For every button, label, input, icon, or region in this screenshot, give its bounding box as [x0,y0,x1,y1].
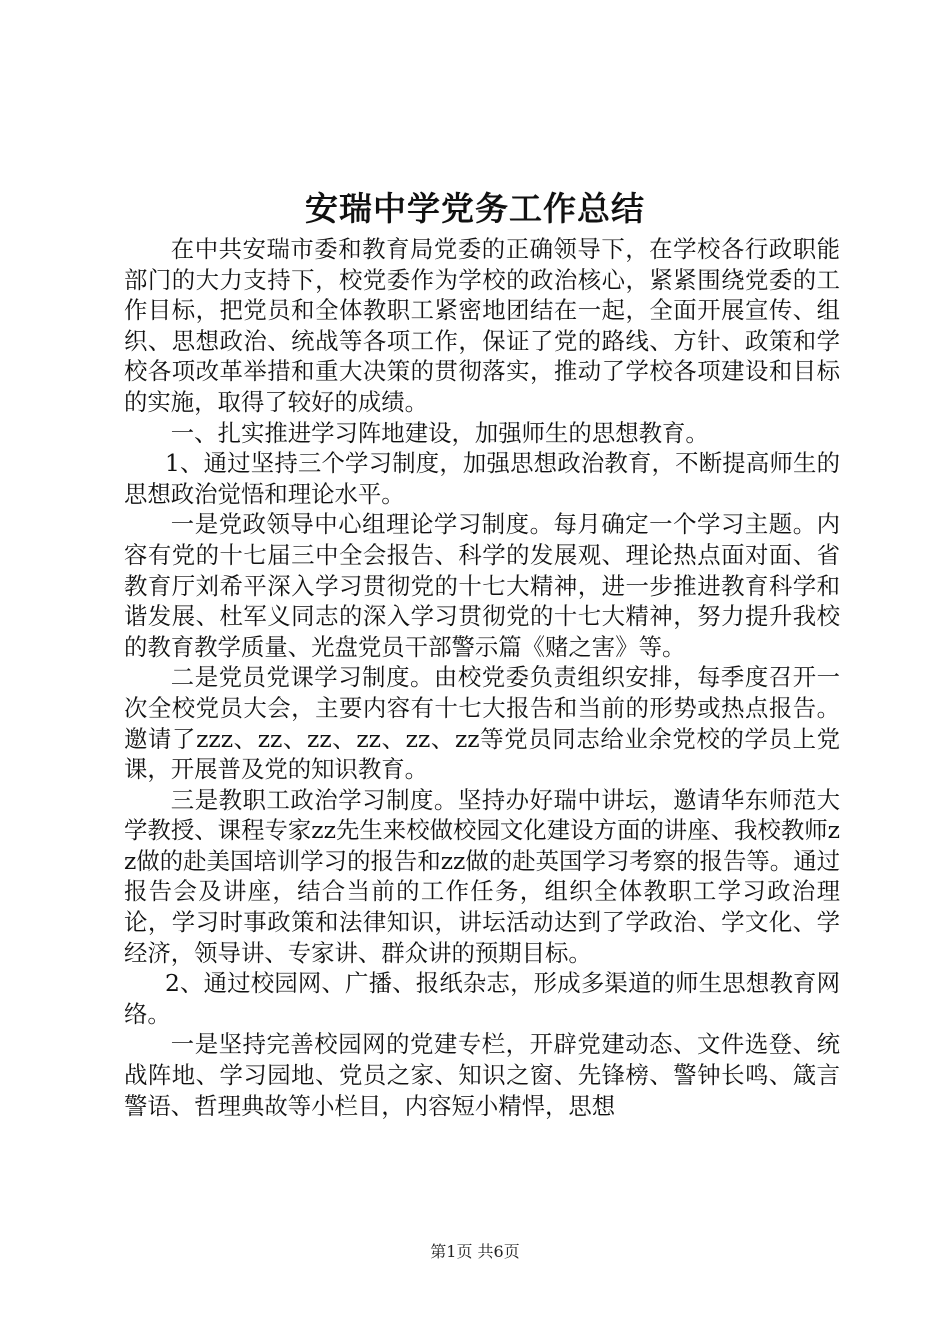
document-title: 安瑞中学党务工作总结 [305,189,645,228]
paragraph-item-4: 一是坚持完善校园网的党建专栏，开辟党建动态、文件选登、统战阵地、学习园地、党员之家、知识之窗、先锋榜、警钟长鸣、箴言警语、哲理典故等小栏目，内容短小精悍，思想 [124,1030,840,1120]
paragraph-intro: 在中共安瑞市委和教育局党委的正确领导下，在学校各行政职能部门的大力支持下，校党委作为学校的政治核心，紧紧围绕党委的工作目标，把党员和全体教职工紧密地团结在一起，全面开展宣传、组织、思想政治、统战等各项工作，保证了党的路线、方针、政策和学校各项改革举措和重大决策的贯彻落实，推动了学校各项建设和目标的实施，取得了较好的成绩。 [124,235,840,416]
subsection-2: 2、通过校园网、广播、报纸杂志，形成多渠道的师生思想教育网络。 [124,969,840,1028]
page-number-footer: 第1页 共6页 [430,1242,520,1261]
subsection-1: 1、通过坚持三个学习制度，加强思想政治教育，不断提高师生的思想政治觉悟和理论水平。 [124,449,840,508]
paragraph-item-3: 三是教职工政治学习制度。坚持办好瑞中讲坛，邀请华东师范大学教授、课程专家zz先生来校做校园文化建设方面的讲座、我校教师zz做的赴美国培训学习的报告和zz做的赴英国学习考察的报告等。通过报告会及讲座，结合当前的工作任务，组织全体教职工学习政治理论，学习时事政策和法律知识，讲坛活动达到了学政治、学文化、学经济，领导讲、专家讲、群众讲的预期目标。 [124,785,840,967]
paragraph-item-2: 二是党员党课学习制度。由校党委负责组织安排，每季度召开一次全校党员大会，主要内容有十七大报告和当前的形势或热点报告。邀请了zzz、zz、zz、zz、zz、zz等党员同志给业余党校的学员上党课，开展普及党的知识教育。 [124,663,840,784]
paragraph-item-1: 一是党政领导中心组理论学习制度。每月确定一个学习主题。内容有党的十七届三中全会报告、科学的发展观、理论热点面对面、省教育厅刘希平深入学习贯彻党的十七大精神，进一步推进教育科学和谐发展、杜军义同志的深入学习贯彻党的十七大精神，努力提升我校的教育教学质量、光盘党员干部警示篇《赌之害》等。 [124,510,840,661]
document-body [124,234,840,1121]
section-heading-1: 一、扎实推进学习阵地建设，加强师生的思想教育。 [170,418,709,447]
